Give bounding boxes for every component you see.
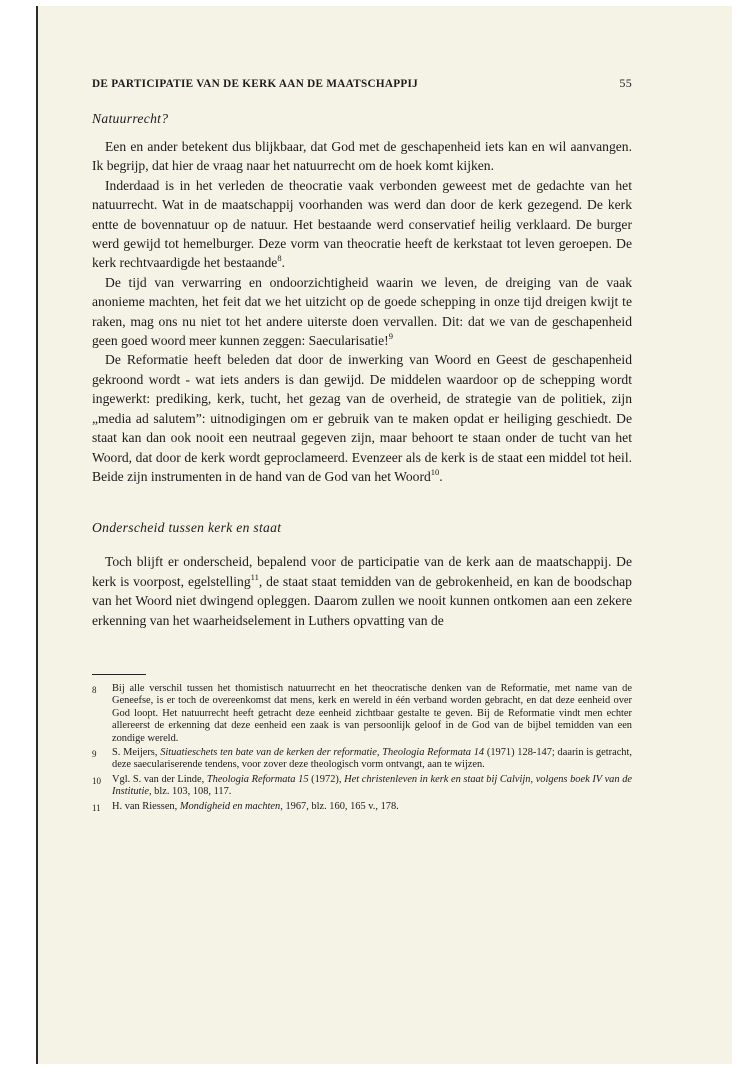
- footnote-ref-11[interactable]: 11: [250, 571, 259, 582]
- footnote-ref-9[interactable]: 9: [388, 331, 393, 342]
- footnote-text: [112, 747, 632, 772]
- footnote-number: 11: [92, 802, 101, 813]
- citation-title: Mondigheid en machten,: [179, 800, 283, 812]
- footnote-10: [92, 774, 632, 799]
- paragraph-text: Toch blijft er onderscheid, bepalend voor de participatie van de kerk aan de maatschappij. De kerk is voorpost, egelstelling: [92, 554, 632, 589]
- paragraph-2: [92, 176, 632, 273]
- running-title: DE PARTICIPATIE VAN DE KERK AAN DE MAATSCHAPPIJ: [92, 78, 419, 90]
- citation-author: S. Meijers,: [112, 746, 161, 758]
- section-heading-natuurrecht: Natuurrecht?: [92, 111, 169, 126]
- paragraph-text: Inderdaad is in het verleden de theocratie vaak verbonden geweest met de gedachte van het natuurrecht. Wat in de maatschappij voorhanden was werd dan door de kerk gezegend. De kerk entte de bovennatuur op de natuur. Het bestaande werd conservatief heilig verklaard. De burger werd gewijd tot hemelburger. Deze vorm van theocratie heeft de kerkstaat tot leven geroepen. De kerk rechtvaardigde het bestaande: [92, 177, 632, 271]
- footnote-text: Bij alle verschil tussen het thomistisch natuurrecht en het theocratische denken van de Reformatie, met name van de Geneefse, is er toch de overeenkomst dat mens, kerk en wereld in één verband worden gebracht, en dat deze eenheid over God loopt. Het natuurrecht heeft getracht deze eenheid zichtbaar gestalte te geven. Bij de Reformatie vindt men echter allereerst de erkenning dat deze eenheid een zaak is van persoonlijk geloof in de God van de bijbel temidden van een zondige wereld.: [112, 682, 632, 744]
- footnote-number: 8: [92, 684, 97, 695]
- citation-details: 1967, blz. 160, 165 v., 178.: [282, 800, 399, 812]
- citation-pages: blz. 103, 108, 117.: [151, 786, 232, 798]
- footnote-divider: [92, 674, 146, 675]
- paragraph-text: De tijd van verwarring en ondoorzichtigheid waarin we leven, de dreiging van de vaak anonieme machten, het feit dat we het uitzicht op de goede schepping in onze tijd dreigen kwijt te raken, mag ons nu niet tot het andere uiterste doen vervallen. Dit: dat we van de geschapenheid geen goed woord meer kunnen zeggen: Saecularisatie!: [92, 274, 632, 349]
- footnote-text: [112, 801, 632, 814]
- book-page: [36, 6, 732, 1064]
- citation-details: (1971) 128-147; daarin is getracht, deze saeculariserende tendens, voor zover deze theologisch vorm ontvangt, aan te wijzen.: [112, 746, 632, 771]
- footnote-number: 10: [92, 775, 101, 786]
- footnote-text: [112, 774, 632, 799]
- running-header: [92, 76, 632, 91]
- citation-journal: Theologia Reformata 15: [206, 773, 309, 785]
- citation-title: Situatieschets ten bate van de kerken der reformatie, Theologia Reformata 14: [160, 746, 485, 758]
- citation-year: (1972),: [308, 773, 345, 785]
- page-number: 55: [619, 76, 632, 90]
- paragraph-text: , de staat staat temidden van de gebrokenheid, en kan de boodschap van het Woord niet dwingend opleggen. Daarom zullen we nooit kunnen ontkomen aan een zekere erkenning van het waarheidselement in Luthers opvatting van de: [92, 573, 632, 628]
- paragraph-text: De Reformatie heeft beleden dat door de inwerking van Woord en Geest de geschapenheid gekroond wordt - wat iets anders is dan gewijd. De middelen waardoor op de schepping wordt ingewerkt: prediking, kerk, tucht, het gezag van de overheid, de strategie van de politiek, zijn „media ad salutem”: uitnodigingen om er gebruik van te maken opdat er heiliging geschiedt. De staat kan dan ook nooit een neutraal gegeven zijn, maar behoort te staan onder de tucht van het Woord, dat door de kerk wordt geproclameerd. Evenzeer als de kerk is de staat een middel tot heil. Beide zijn instrumenten in de hand van de God van het Woord: [92, 352, 632, 484]
- citation-author: Vgl. S. van der Linde,: [112, 773, 207, 785]
- paragraph-text: .: [281, 255, 285, 271]
- footnote-number: 9: [92, 748, 97, 759]
- paragraph-5: [92, 552, 632, 630]
- footnote-ref-8[interactable]: 8: [277, 253, 282, 264]
- paragraph-text: .: [439, 468, 443, 484]
- paragraph-text: Een en ander betekent dus blijkbaar, dat God met de geschapenheid iets kan en wil aanvangen. Ik begrijp, dat hier de vraag naar het natuurrecht om de hoek komt kijken.: [92, 139, 632, 174]
- citation-title: Het christenleven in kerk en staat bij Calvijn, volgens boek IV van de Institutie,: [112, 773, 633, 798]
- section-heading-onderscheid: Onderscheid tussen kerk en staat: [92, 520, 282, 536]
- footnote-11: [92, 801, 632, 814]
- footnote-8: [92, 683, 632, 745]
- citation-author: H. van Riessen,: [112, 800, 180, 812]
- paragraph-3: [92, 273, 632, 351]
- paragraph-4: [92, 350, 632, 486]
- footnote-ref-10[interactable]: 10: [430, 466, 440, 477]
- footnotes: [92, 683, 632, 814]
- page-content: [92, 76, 632, 816]
- footnote-9: [92, 747, 632, 772]
- paragraph-1: [92, 137, 632, 176]
